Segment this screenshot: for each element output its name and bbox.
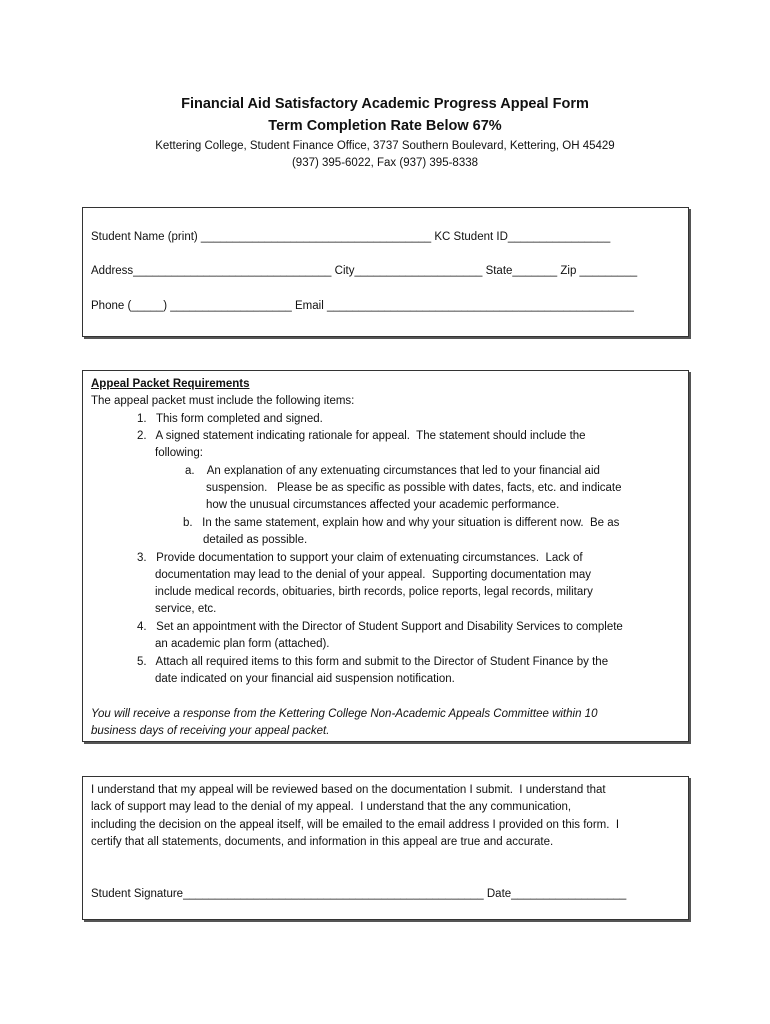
form-title: Financial Aid Satisfactory Academic Progress Appeal Form [181, 96, 589, 112]
certification-text: lack of support may lead to the denial of my appeal. I understand that the any communication, [91, 801, 572, 813]
list-item: suspension. Please be as specific as possible with dates, facts, etc. and indicate [206, 482, 622, 494]
office-address: Kettering College, Student Finance Office, 3737 Southern Boulevard, Kettering, OH 45429 [155, 140, 615, 152]
certification-box [82, 776, 689, 920]
student-phone-email-field[interactable]: Phone (_____) ___________________ Email ________________________________________________ [91, 300, 634, 312]
list-item: 3. Provide documentation to support your claim of extenuating circumstances. Lack of [137, 552, 583, 564]
list-item: 5. Attach all required items to this form and submit to the Director of Student Finance by the [137, 656, 609, 668]
list-item: documentation may lead to the denial of your appeal. Supporting documentation may [155, 569, 592, 581]
student-address-field[interactable]: Address_______________________________ City____________________ State_______ Zip _________ [91, 265, 638, 277]
list-item: 1. This form completed and signed. [137, 413, 323, 425]
certification-text: certify that all statements, documents, and information in this appeal are true and accurate. [91, 836, 554, 848]
list-item: detailed as possible. [203, 534, 308, 546]
list-item: date indicated on your financial aid suspension notification. [155, 673, 455, 685]
form-subtitle: Term Completion Rate Below 67% [268, 118, 502, 134]
list-item: following: [155, 447, 203, 459]
requirements-box [82, 370, 689, 742]
list-item: include medical records, obituaries, birth records, police reports, legal records, military [155, 586, 593, 598]
student-name-field[interactable]: Student Name (print) ____________________________________ KC Student ID________________ [91, 231, 611, 243]
list-item: 2. A signed statement indicating rationale for appeal. The statement should include the [137, 430, 586, 442]
list-item: b. In the same statement, explain how and why your situation is different now. Be as [183, 517, 620, 529]
signature-date-field[interactable]: Student Signature_______________________________________________ Date__________________ [91, 888, 627, 900]
response-note: You will receive a response from the Kettering College Non-Academic Appeals Committee within 10 [91, 708, 598, 720]
list-item: service, etc. [155, 603, 217, 615]
list-item: an academic plan form (attached). [155, 638, 330, 650]
list-item: 4. Set an appointment with the Director of Student Support and Disability Services to complete [137, 621, 623, 633]
certification-text: including the decision on the appeal itself, will be emailed to the email address I provided on this form. I [91, 819, 620, 831]
response-note: business days of receiving your appeal packet. [91, 725, 330, 737]
requirements-heading: Appeal Packet Requirements [91, 378, 250, 390]
list-item: a. An explanation of any extenuating circumstances that led to your financial aid [185, 465, 600, 477]
certification-text: I understand that my appeal will be reviewed based on the documentation I submit. I understand that [91, 784, 606, 796]
list-item: how the unusual circumstances affected your academic performance. [206, 499, 560, 511]
student-info-box [82, 207, 689, 337]
requirements-intro: The appeal packet must include the following items: [91, 395, 355, 407]
office-phone: (937) 395-6022, Fax (937) 395-8338 [291, 157, 479, 169]
